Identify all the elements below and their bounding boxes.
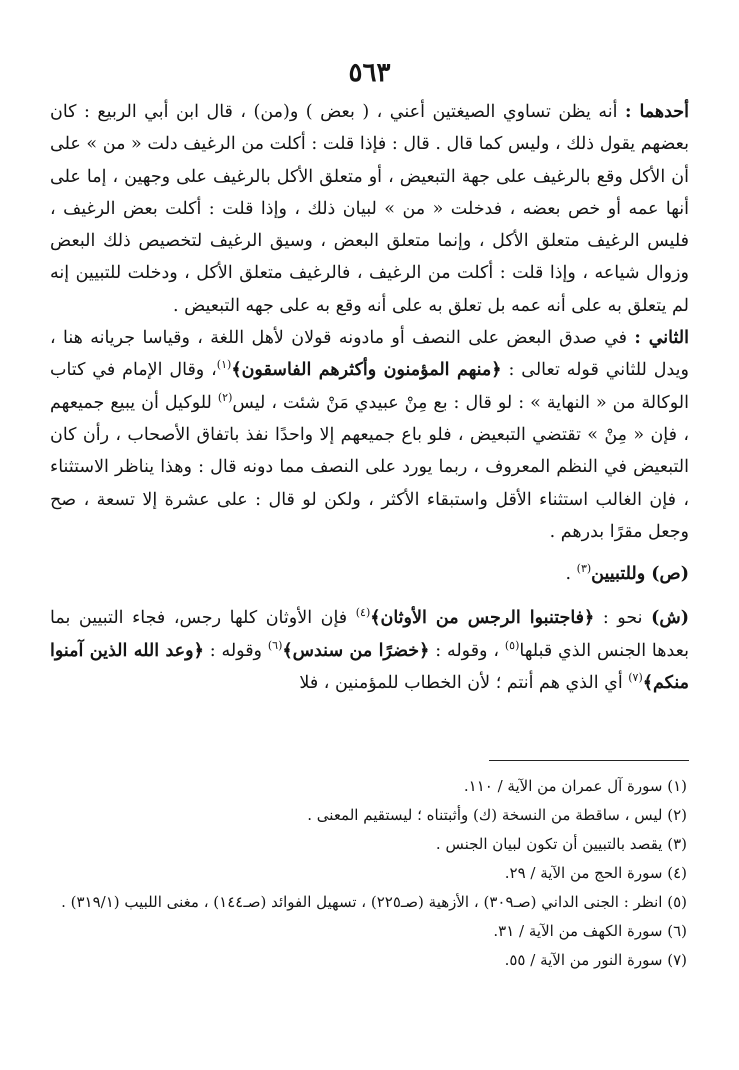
paragraph-text: أنه يظن تساوي الصيغتين أعني ، ( بعض ) و(من) ، قال ابن أبي الربيع : كان بعضهم يقول ذلك ، وليس كما قال . قال : فإذا قلت : أكلت من الرغيف دلت « من » على أن الأكل وقع بالرغيف على جهة التبعيض ، أو متعلق الأكل بالرغيف على وجهين ، إما على أنها عمه أو خص بعضه ، فدخلت « من » لبيان ذلك ، وإذا قلت : أكلت بعض الرغيف ، فليس الرغيف متعلق الأكل ، وإنما متعلق البعض ، وسيق الرغيف لتخصيص ذلك البعض وزوال شياعه ، وإذا قلت : أكلت من الرغيف ، فالرغيف متعلق الأكل ، ودخلت للتبيين إنه لم يتعلق به على أنه عمه بل تعلق به على أنه وقع به على جهه التبعيض . bbox=[50, 102, 689, 316]
matn-text: وللتبيين bbox=[591, 564, 652, 585]
paragraph-first bbox=[50, 96, 689, 322]
matn-marker: (ص) bbox=[651, 564, 689, 585]
paragraph-lead: أحدهما : bbox=[624, 102, 689, 122]
paragraph-text: في صدق البعض على النصف أو مادونه قولان لأهل اللغة ، وقياسا جريانه هنا ، ويدل للثاني قوله تعالى : bbox=[50, 328, 689, 381]
footnote-ref: (٤) bbox=[355, 606, 371, 620]
footnotes bbox=[52, 772, 687, 975]
footnote-ref: (١) bbox=[216, 358, 232, 372]
footnote: (٤) سورة الحج من الآية / ٢٩. bbox=[504, 864, 687, 882]
paragraph-text: وقوله : bbox=[203, 640, 268, 661]
paragraph-text: ، وقوله : bbox=[429, 640, 505, 661]
paragraph-text: . bbox=[565, 564, 577, 585]
paragraph-text: للوكيل أن يبيع جميعهم ، فإن « مِنْ » تقتضي التبعيض ، فلو باع جميعهم إلا واحدًا نفذ باتفاق الأصحاب ، رأن كان التبعيض في النظم المعروف ، ربما يورد على النصف مما دونه قال : وهذا يناظر الاستثناء ، فإن الغالب استثناء الأقل واستبقاء الأكثر ، ولكن لو قال : على عشرة إلا تسعة ، صح وجعل مقرًا بدرهم . bbox=[50, 392, 689, 542]
footnote: (٧) سورة النور من الآية / ٥٥. bbox=[504, 951, 687, 969]
page-number: ٥٦٣ bbox=[348, 58, 391, 88]
footnote-ref: (٢) bbox=[217, 390, 233, 404]
paragraph-text: ، وقال الإمام في كتاب الوكالة من « النهاية » : لو قال : بع مِنْ عبيدي مَنْ شئت ، ليس bbox=[50, 360, 689, 413]
paragraph-text: نحو : bbox=[594, 608, 652, 629]
footnote: (٥) انظر : الجنى الداني (صـ٣٠٩) ، الأزهية (صـ٢٢٥) ، تسهيل الفوائد (صـ١٤٤) ، مغنى اللبيب (٣١٩/١) . bbox=[61, 893, 687, 911]
quran-quote: ﴿خضرًا من سندس﴾ bbox=[282, 640, 430, 661]
paragraph-lead: الثاني : bbox=[634, 328, 689, 349]
footnote: (٣) يقصد بالتبيين أن تكون لبيان الجنس . bbox=[435, 835, 687, 853]
main-text bbox=[50, 96, 689, 699]
footnote-ref: (٦) bbox=[267, 638, 283, 652]
paragraph-text: فإن الأوثان كلها رجس، فجاء التبيين بما بعدها الجنس الذي قبلها bbox=[50, 608, 689, 661]
footnote-ref: (٧) bbox=[628, 671, 643, 685]
footnote: (٢) ليس ، ساقطة من النسخة (ك) وأثبتناه ؛ ليستقيم المعنى . bbox=[307, 806, 687, 824]
quran-quote: ﴿وعد الله الذين آمنوا منكم﴾ bbox=[50, 640, 689, 694]
quran-quote: ﴿فاجتنبوا الرجس من الأوثان﴾ bbox=[370, 608, 595, 629]
footnote-ref: (٥) bbox=[504, 638, 520, 652]
paragraph-sharh bbox=[50, 602, 689, 699]
footnote-ref: (٣) bbox=[576, 562, 592, 576]
sharh-marker: (ش) bbox=[651, 608, 689, 629]
paragraph-text: أي الذي هم أنتم ؛ لأن الخطاب للمؤمنين ، فلا bbox=[299, 673, 629, 694]
paragraph-second bbox=[50, 322, 689, 548]
footnote: (١) سورة آل عمران من الآية / ١١٠. bbox=[463, 777, 687, 795]
quran-quote: ﴿منهم المؤمنون وأكثرهم الفاسقون﴾ bbox=[231, 360, 502, 381]
footnote: (٦) سورة الكهف من الآية / ٣١. bbox=[493, 922, 687, 940]
footnote-divider bbox=[489, 760, 689, 761]
paragraph-sad bbox=[50, 558, 689, 590]
